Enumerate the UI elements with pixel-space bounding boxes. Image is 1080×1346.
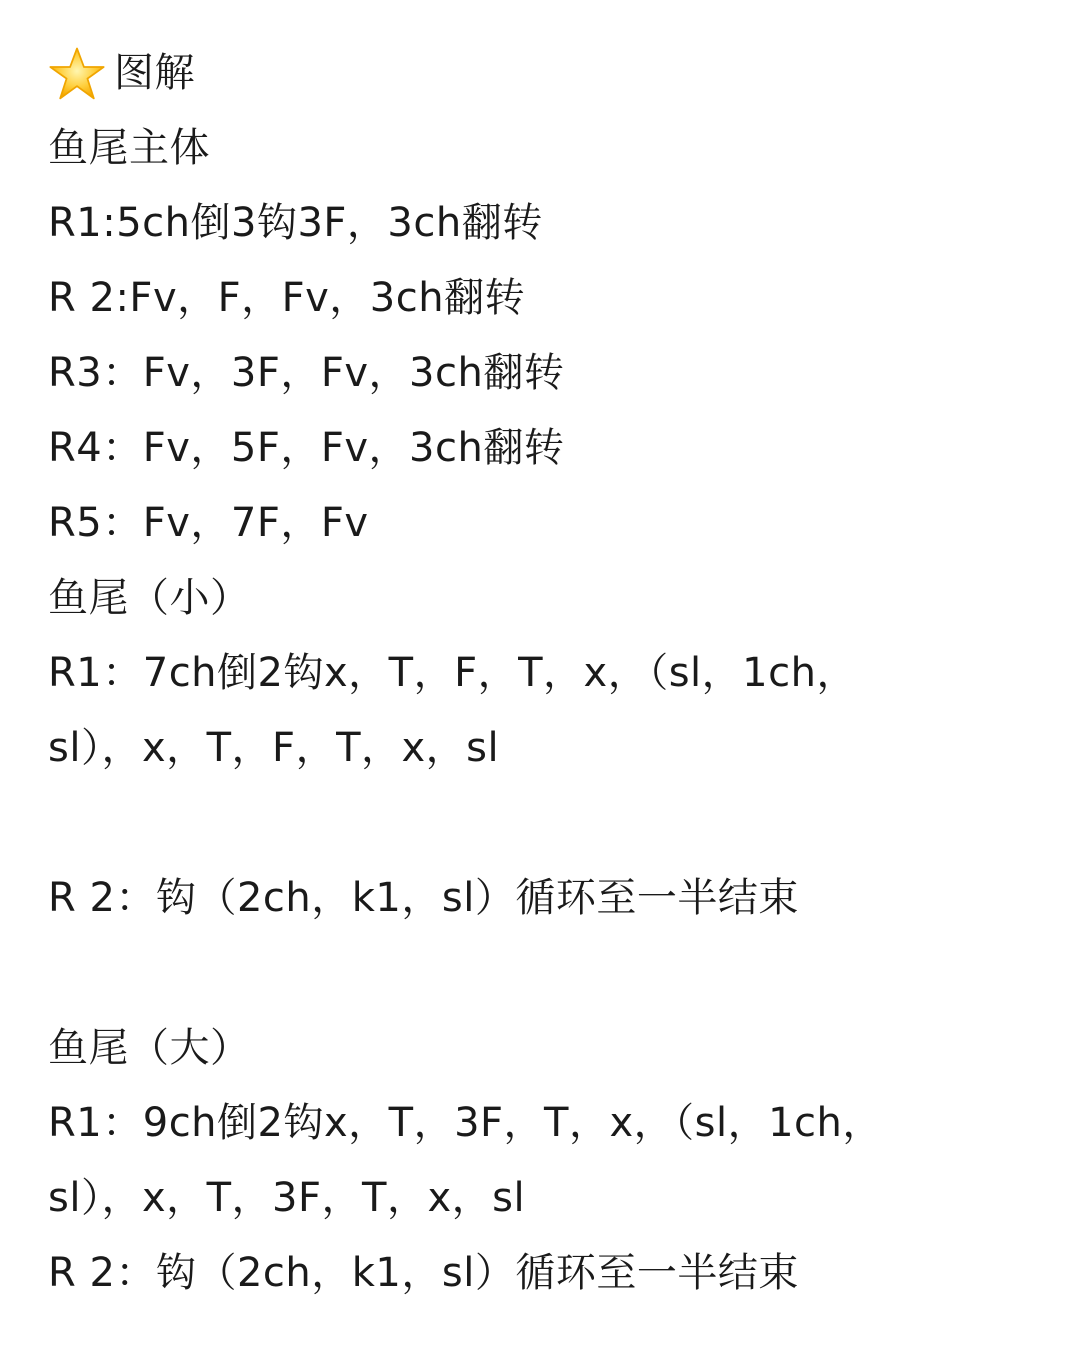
- pattern-row: R 2：钩（2ch，k1，sl）循环至一半结束: [48, 1250, 799, 1296]
- pattern-row: R 2:Fv，F，Fv，3ch翻转: [48, 275, 526, 321]
- star-icon: [48, 45, 106, 103]
- pattern-row: R1：9ch倒2钩x，T，3F，T，x，（sl，1ch，: [48, 1100, 883, 1146]
- pattern-row: sl），x，T，F，T，x，sl: [48, 725, 500, 771]
- section-title: 鱼尾（小）: [48, 575, 251, 621]
- section-title: 鱼尾（大）: [48, 1025, 251, 1071]
- pattern-row: R5：Fv，7F，Fv: [48, 500, 369, 546]
- pattern-row: sl），x，T，3F，T，x，sl: [48, 1175, 526, 1221]
- pattern-row: R1：7ch倒2钩x，T，F，T，x，（sl，1ch，: [48, 650, 857, 696]
- blank-line: [48, 786, 1048, 861]
- pattern-row: R3：Fv，3F，Fv，3ch翻转: [48, 350, 565, 396]
- pattern-row: R 2：钩（2ch，k1，sl）循环至一半结束: [48, 875, 799, 921]
- blank-line: [48, 936, 1048, 1011]
- heading-title: 图解: [114, 50, 195, 96]
- pattern-row: R4：Fv，5F，Fv，3ch翻转: [48, 425, 565, 471]
- pattern-row: R1:5ch倒3钩3F，3ch翻转: [48, 200, 543, 246]
- heading: [48, 36, 1048, 111]
- section-title: 鱼尾主体: [48, 125, 210, 171]
- document-body: [48, 36, 1048, 1311]
